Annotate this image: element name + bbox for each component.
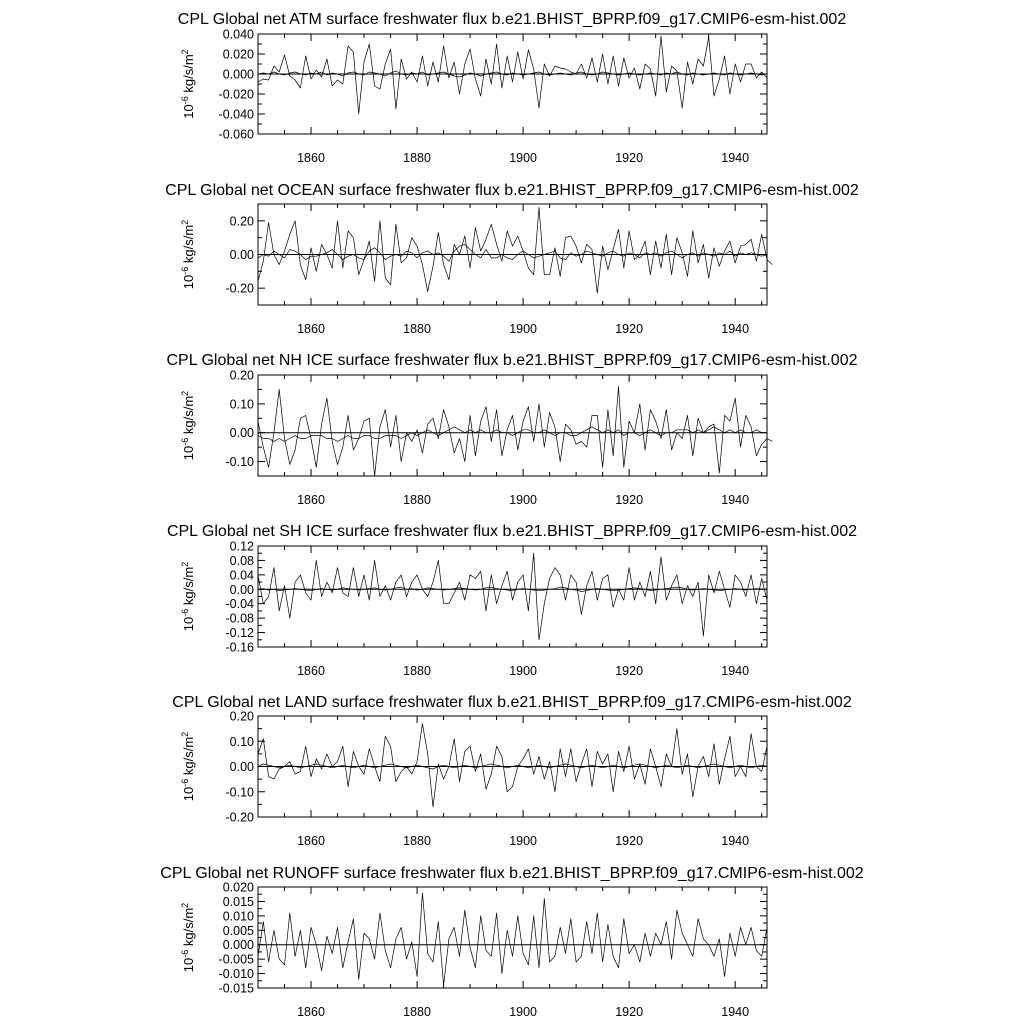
series-line-1 (258, 36, 767, 114)
y-axis-label-superscript: -6 (180, 949, 190, 958)
y-tick-label: 0.00 (229, 760, 254, 774)
x-tick-label: 1860 (297, 493, 325, 507)
y-axis-label-text: kg/s/m (181, 907, 196, 950)
y-axis-label-superscript: 2 (180, 902, 190, 908)
series-line-1 (258, 893, 767, 985)
y-axis-label-text: 10 (181, 957, 196, 973)
panel-land-flux (172, 694, 852, 848)
y-axis-label-superscript: -6 (180, 608, 190, 617)
y-axis-label-text: 10 (181, 616, 196, 632)
x-tick-label: 1920 (615, 322, 644, 336)
y-axis-label-superscript: 2 (180, 561, 190, 567)
x-tick-label: 1940 (721, 151, 750, 165)
panel-nh-ice-flux (167, 352, 858, 507)
y-axis-label-text: 10 (181, 445, 196, 461)
y-axis-label-superscript: 2 (180, 390, 190, 396)
series-line-1 (258, 553, 767, 640)
panel-title: CPL Global net NH ICE surface freshwater flux b.e21.BHIST_BPRP.f09_g17.CMIP6-esm-hist.002 (166, 352, 858, 369)
y-axis-label (180, 562, 196, 631)
x-tick-label: 1860 (297, 151, 325, 165)
y-tick-label: -0.015 (218, 981, 254, 996)
y-axis-label (180, 732, 196, 801)
y-tick-label: 0.10 (229, 734, 254, 749)
x-tick-label: 1940 (721, 493, 750, 507)
y-axis-label (180, 220, 196, 289)
y-axis-label-superscript: -6 (180, 437, 190, 446)
y-tick-label: 0.00 (229, 426, 254, 441)
panel-title: CPL Global net ATM surface freshwater flux b.e21.BHIST_BPRP.f09_g17.CMIP6-esm-hist.002 (177, 11, 847, 28)
x-tick-label: 1860 (297, 834, 325, 848)
y-tick-label: 0.015 (222, 894, 254, 909)
x-tick-label: 1880 (403, 1005, 431, 1019)
y-tick-label: -0.10 (225, 455, 254, 470)
panel-sh-ice-flux (167, 523, 857, 678)
x-tick-label: 1920 (615, 151, 644, 165)
y-tick-label: 0.000 (222, 938, 254, 953)
y-tick-label: 0.005 (222, 923, 254, 938)
x-tick-label: 1880 (403, 493, 431, 507)
y-axis-label (180, 49, 196, 118)
y-axis-label-text: kg/s/m (181, 395, 196, 438)
x-tick-label: 1860 (297, 322, 325, 336)
y-tick-label: -0.005 (218, 952, 254, 967)
y-tick-label: -0.040 (218, 107, 254, 122)
y-tick-label: -0.20 (225, 810, 254, 825)
y-tick-label: 0.000 (222, 67, 254, 82)
y-tick-label: -0.010 (218, 967, 254, 982)
y-axis-label (180, 903, 196, 972)
panel-runoff-flux (160, 865, 864, 1019)
y-axis-label-superscript: 2 (180, 49, 190, 55)
panel-title: CPL Global net OCEAN surface freshwater flux b.e21.BHIST_BPRP.f09_g17.CMIP6-esm-hist.002 (165, 182, 859, 199)
x-tick-label: 1900 (509, 1005, 538, 1019)
y-tick-label: 0.12 (229, 539, 254, 554)
y-tick-label: 0.20 (229, 214, 254, 229)
x-tick-label: 1860 (297, 1005, 325, 1019)
y-axis-label (180, 391, 196, 460)
y-tick-label: -0.20 (225, 281, 254, 296)
y-axis-label-text: kg/s/m (181, 224, 196, 267)
x-tick-label: 1920 (615, 493, 644, 507)
x-tick-label: 1880 (403, 322, 431, 336)
x-tick-label: 1940 (721, 322, 750, 336)
x-tick-label: 1900 (509, 151, 538, 165)
y-tick-label: 0.10 (229, 397, 254, 412)
x-tick-label: 1900 (509, 664, 538, 678)
y-axis-label-superscript: -6 (180, 266, 190, 275)
x-tick-label: 1860 (297, 664, 325, 678)
plot-frame (258, 375, 767, 476)
y-tick-label: 0.010 (222, 909, 254, 924)
panel-ocean-flux (165, 182, 859, 336)
y-axis-label-text: kg/s/m (181, 566, 196, 609)
y-tick-label: -0.08 (225, 611, 254, 626)
y-tick-label: -0.12 (225, 626, 254, 641)
y-axis-label-text: kg/s/m (181, 736, 196, 779)
y-axis-label-superscript: 2 (180, 731, 190, 737)
y-axis-label-text: 10 (181, 786, 196, 802)
y-tick-label: 0.08 (229, 553, 254, 568)
y-axis-label-superscript: -6 (180, 778, 190, 787)
y-axis-label-text: 10 (181, 104, 196, 119)
x-tick-label: 1940 (721, 664, 750, 678)
x-tick-label: 1920 (615, 1005, 644, 1019)
panel-title: CPL Global net SH ICE surface freshwater flux b.e21.BHIST_BPRP.f09_g17.CMIP6-esm-hist.002 (166, 523, 858, 540)
panel-title: CPL Global net LAND surface freshwater flux b.e21.BHIST_BPRP.f09_g17.CMIP6-esm-hist.002 (172, 694, 852, 711)
y-tick-label: -0.10 (225, 785, 254, 800)
panel-atm-flux (178, 11, 847, 165)
x-tick-label: 1880 (403, 834, 431, 848)
x-tick-label: 1940 (721, 1005, 750, 1019)
series-line-1 (258, 207, 772, 293)
y-tick-label: 0.00 (229, 248, 254, 262)
panel-title: CPL Global net RUNOFF surface freshwater flux b.e21.BHIST_BPRP.f09_g17.CMIP6-esm-hist.002 (160, 865, 864, 882)
y-axis-label-text: 10 (181, 274, 196, 290)
y-tick-label: 0.020 (222, 47, 254, 62)
x-tick-label: 1900 (509, 834, 538, 848)
y-tick-label: 0.00 (229, 582, 254, 597)
x-tick-label: 1900 (509, 322, 538, 336)
x-tick-label: 1920 (615, 664, 644, 678)
y-tick-label: 0.040 (222, 27, 254, 42)
y-tick-label: 0.20 (229, 368, 254, 383)
y-tick-label: 0.20 (229, 709, 254, 724)
x-tick-label: 1880 (403, 664, 431, 678)
series-line-1 (258, 724, 767, 807)
y-axis-label-superscript: 2 (180, 219, 190, 225)
x-tick-label: 1940 (721, 834, 750, 848)
x-tick-label: 1920 (615, 834, 644, 848)
y-tick-label: -0.060 (218, 127, 254, 142)
y-axis-label-text: kg/s/m (181, 54, 196, 97)
plot-frame (258, 887, 767, 988)
y-tick-label: 0.04 (229, 568, 254, 583)
x-tick-label: 1900 (509, 493, 538, 507)
plot-frame (258, 546, 767, 647)
y-tick-label: -0.04 (225, 597, 254, 612)
y-tick-label: -0.16 (225, 640, 254, 655)
x-tick-label: 1880 (403, 151, 431, 165)
y-tick-label: -0.020 (218, 87, 254, 102)
y-tick-label: 0.020 (222, 880, 254, 895)
y-axis-label-superscript: -6 (180, 96, 190, 105)
